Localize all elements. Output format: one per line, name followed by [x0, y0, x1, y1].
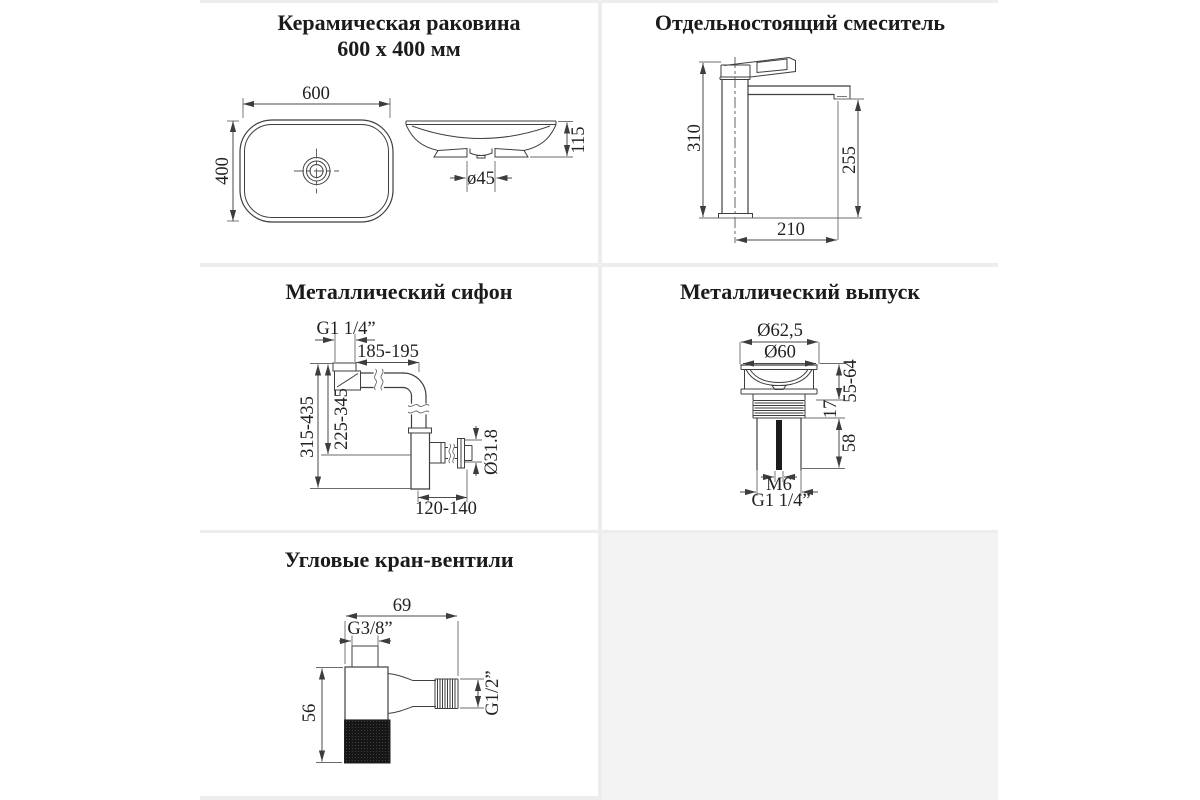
sink-dim-height — [530, 122, 589, 158]
mixer-body — [719, 57, 851, 243]
sink-title-line2: 600 x 400 мм — [337, 36, 461, 61]
drain-body-height-label: 55-64 — [841, 359, 861, 403]
siphon-dim-outlet-diameter — [465, 426, 502, 476]
valve-title: Угловые кран-вентили — [284, 547, 514, 572]
drain-dim-body-height — [816, 359, 861, 402]
drain-drawing — [602, 315, 998, 530]
mixer-drawing — [602, 45, 998, 263]
sink-height-label: 115 — [569, 126, 589, 154]
drain-cap-diameter-label: Ø62,5 — [757, 321, 803, 341]
empty-panel — [602, 533, 998, 800]
siphon-inlet — [333, 363, 361, 390]
siphon-trap-height-label: 225-345 — [332, 388, 352, 450]
sink-side-view — [406, 121, 556, 158]
drain-tail-length-label: 58 — [840, 433, 860, 453]
sink-title-line1: Керамическая раковина — [277, 10, 521, 35]
sink-dim-drain — [450, 161, 512, 192]
siphon-drawing — [200, 315, 598, 530]
sink-dim-width — [243, 84, 390, 118]
siphon-dim-total-height — [298, 364, 411, 489]
drain-thread-length-label: 17 — [821, 399, 841, 419]
siphon-inlet-thread-label: G1 1/4” — [316, 319, 376, 339]
drain-title: Металлический выпуск — [679, 279, 921, 304]
drain-screw-thread-label: M6 — [766, 475, 792, 495]
drain-tail-pipe — [757, 418, 801, 470]
bottom-border — [200, 796, 598, 800]
valve-dim-height — [300, 668, 343, 763]
siphon-horizontal-pipe — [361, 369, 426, 396]
siphon-outlet-diameter-label: Ø31.8 — [482, 429, 502, 475]
siphon-title: Металлический сифон — [285, 279, 513, 304]
sink-drain-label: ø45 — [467, 169, 495, 189]
sink-width-label: 600 — [302, 84, 330, 104]
mixer-spout-height-label: 255 — [840, 146, 860, 174]
valve-dim-inlet-thread — [339, 619, 393, 647]
mixer-title: Отдельностоящий смеситель — [654, 10, 946, 35]
valve-outlet-threads — [435, 679, 458, 709]
mixer-dim-reach — [736, 101, 838, 240]
sink-dim-depth — [213, 121, 239, 221]
drain-flange — [741, 365, 817, 400]
valve-length-label: 69 — [392, 596, 412, 616]
mixer-reach-label: 210 — [777, 220, 805, 240]
mixer-total-height-label: 310 — [685, 124, 705, 152]
row-divider-1 — [200, 263, 998, 267]
sink-depth-label: 400 — [213, 157, 233, 185]
siphon-outlet-length-label: 120-140 — [415, 499, 477, 519]
sink-top-view — [240, 120, 393, 222]
siphon-dim-horizontal-run — [356, 342, 419, 372]
drain-flange-diameter-label: Ø60 — [764, 342, 796, 363]
drain-dim-tail-length — [802, 419, 860, 469]
drain-screw-rod — [776, 420, 782, 470]
valve-body — [345, 646, 459, 763]
valve-drawing — [200, 590, 598, 790]
mixer-dim-total-height — [685, 62, 721, 217]
valve-inlet-thread-label: G3/8” — [347, 619, 393, 639]
siphon-vertical-pipe — [408, 396, 429, 428]
siphon-trap — [409, 428, 432, 489]
drain-dim-flange-diameter — [743, 343, 816, 364]
siphon-dim-outlet-length — [415, 470, 477, 520]
valve-knurled-handle — [345, 720, 391, 763]
valve-dim-outlet-thread — [460, 670, 503, 715]
siphon-horizontal-run-label: 185-195 — [357, 342, 419, 362]
sink-drawing — [200, 80, 598, 263]
valve-height-label: 56 — [300, 703, 320, 723]
valve-outlet-thread-label: G1/2” — [483, 670, 503, 716]
siphon-outlet — [430, 439, 473, 469]
mixer-dim-spout-height — [699, 99, 864, 218]
drain-pipe-thread-label: G1 1/4” — [751, 491, 811, 511]
siphon-total-height-label: 315-435 — [298, 396, 318, 458]
drain-dim-thread-length — [802, 400, 845, 419]
drain-threads — [753, 401, 805, 419]
